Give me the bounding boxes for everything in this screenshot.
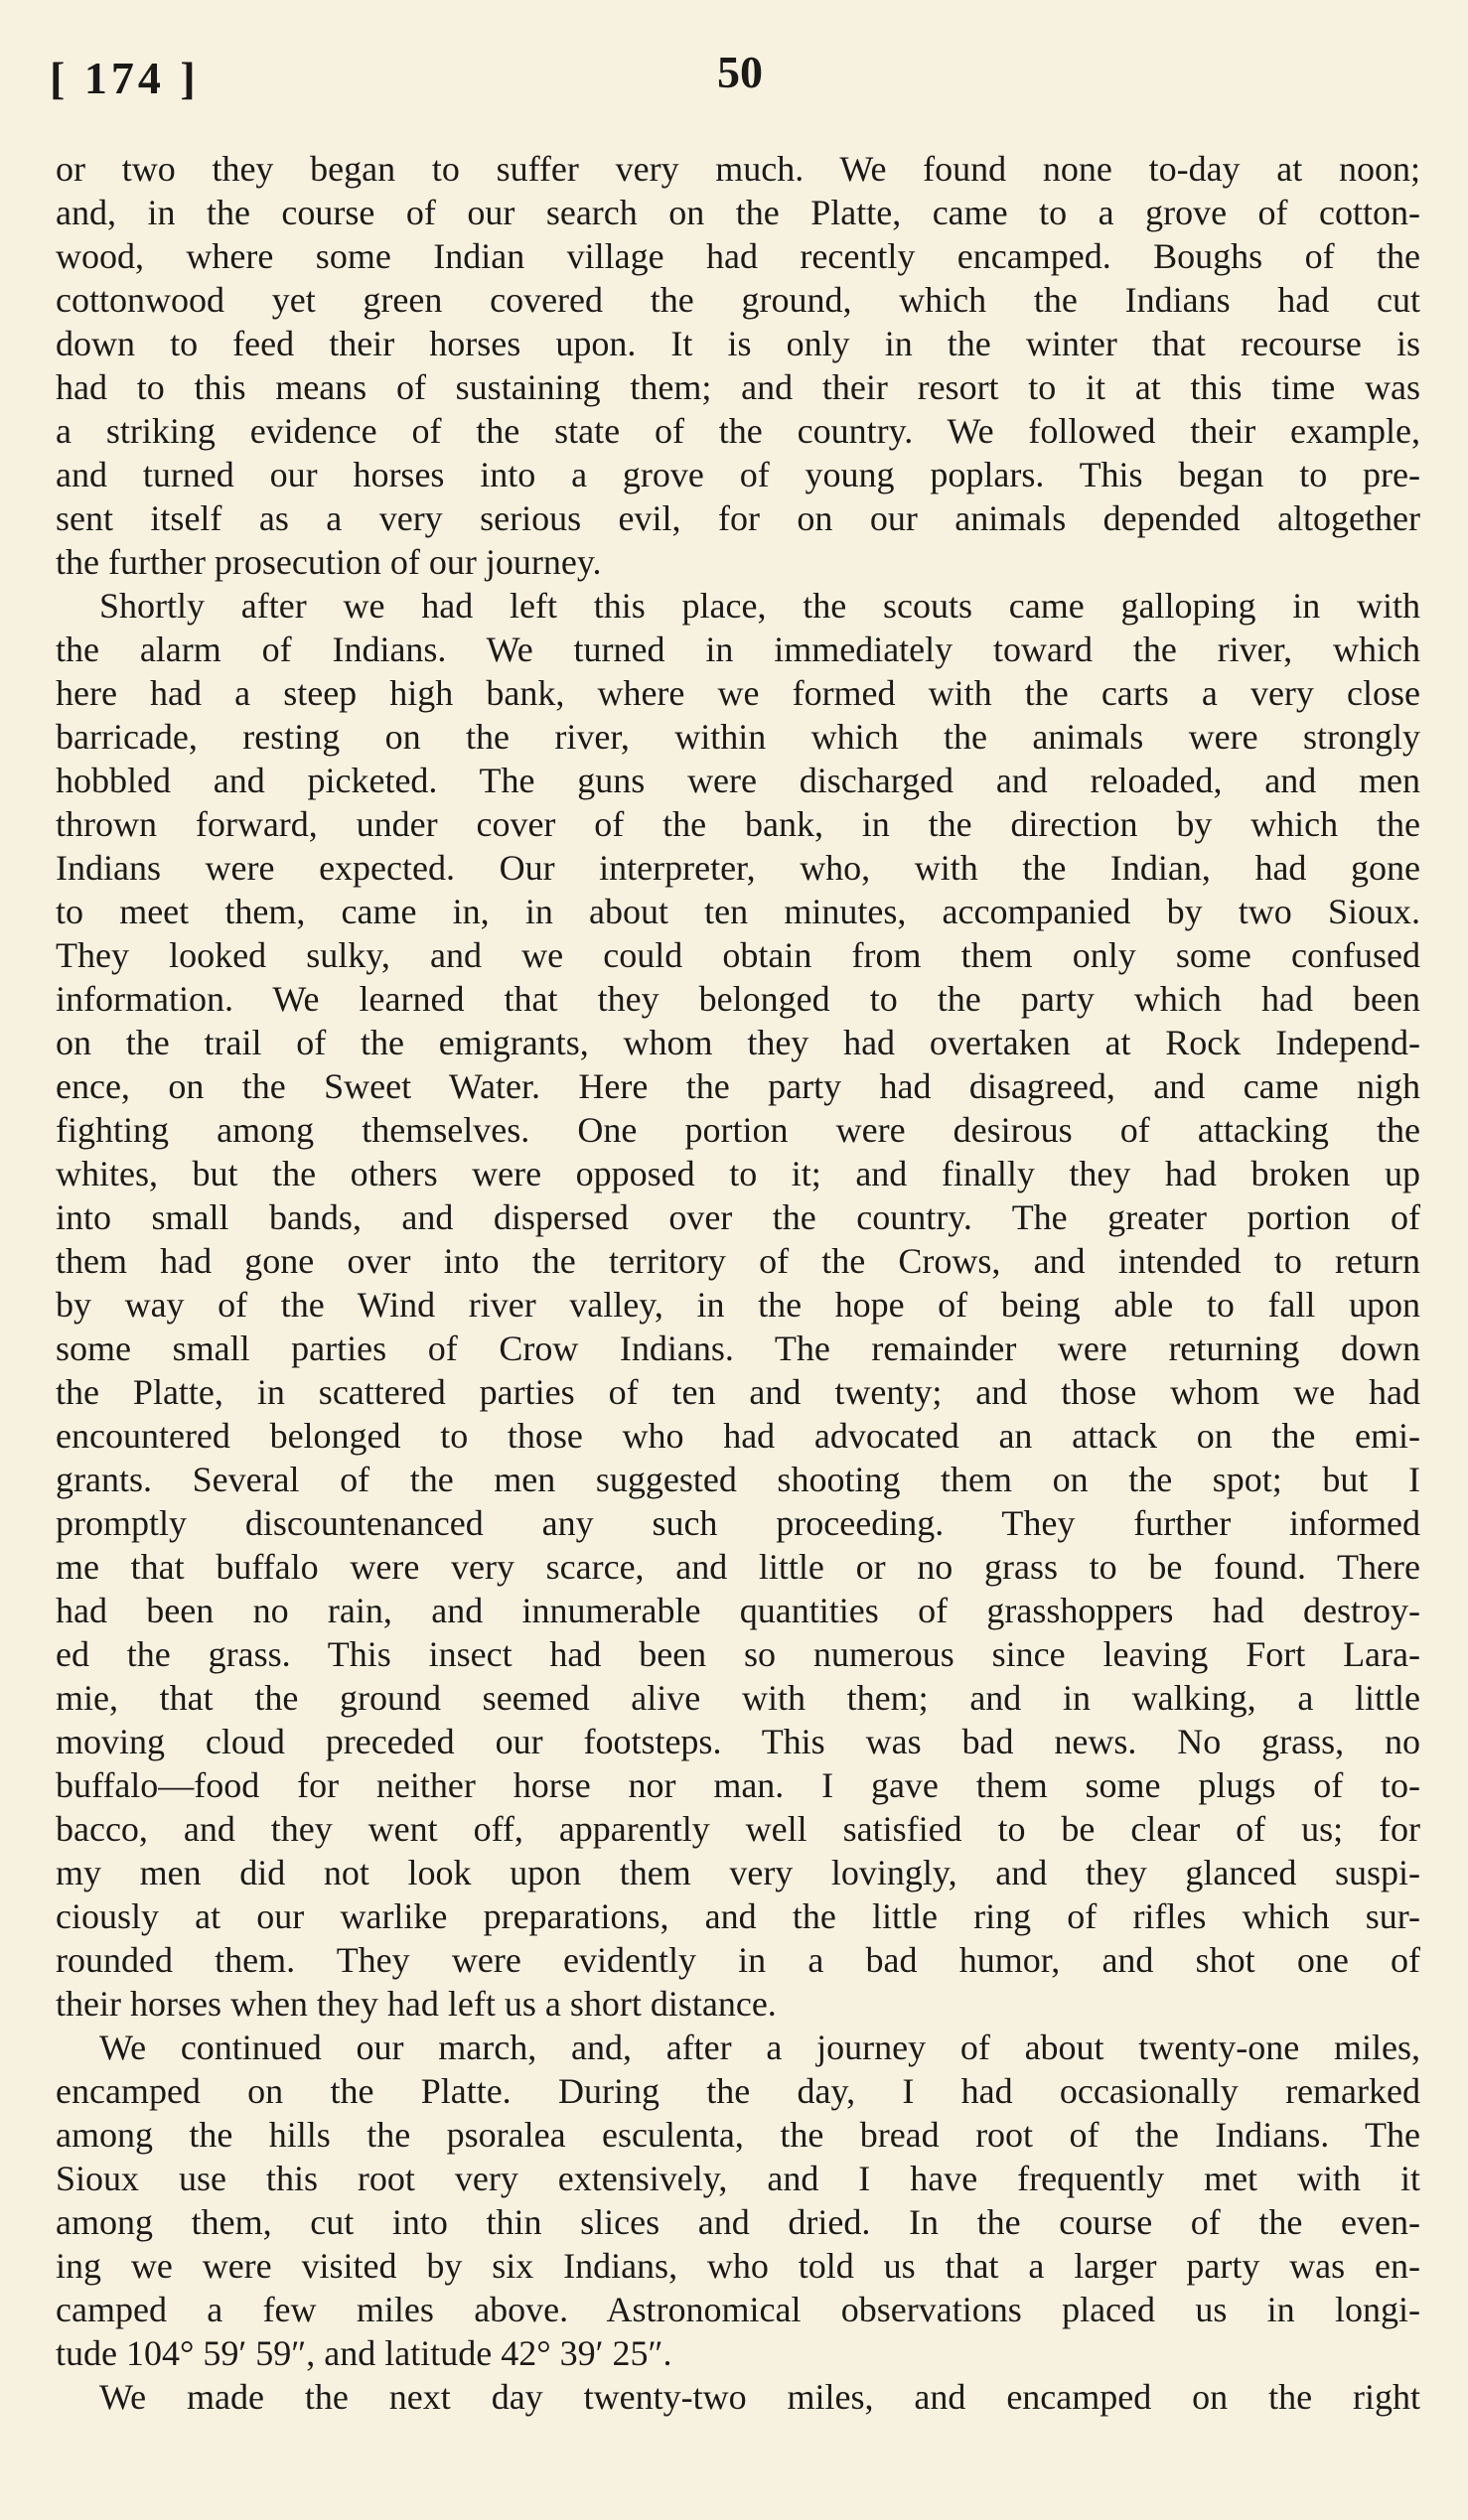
text-line: had been no rain, and innumerable quantities of grasshoppers had destroy- bbox=[56, 1591, 1420, 1630]
text-line: the Platte, in scattered parties of ten and twenty; and those whom we had bbox=[56, 1372, 1420, 1412]
text-line: and turned our horses into a grove of young poplars. This began to pre- bbox=[56, 455, 1420, 494]
paragraph bbox=[56, 584, 1420, 2026]
paragraph bbox=[56, 147, 1420, 584]
text-line: to meet them, came in, in about ten minutes, accompanied by two Sioux. bbox=[56, 892, 1420, 931]
text-line: a striking evidence of the state of the country. We followed their example, bbox=[56, 411, 1420, 451]
text-line: my men did not look upon them very lovingly, and they glanced suspi- bbox=[56, 1853, 1420, 1892]
text-line: among them, cut into thin slices and dried. In the course of the even- bbox=[56, 2202, 1420, 2242]
paragraph bbox=[56, 2026, 1420, 2375]
text-line: ciously at our warlike preparations, and the little ring of rifles which sur- bbox=[56, 1896, 1420, 1936]
text-line: or two they began to suffer very much. We found none to-day at noon; bbox=[56, 149, 1420, 189]
text-line: Shortly after we had left this place, the scouts came galloping in with bbox=[99, 586, 1420, 626]
text-line: some small parties of Crow Indians. The remainder were returning down bbox=[56, 1329, 1420, 1368]
text-line: the alarm of Indians. We turned in immediately toward the river, which bbox=[56, 630, 1420, 669]
text-line: We continued our march, and, after a journey of about twenty-one miles, bbox=[99, 2028, 1420, 2067]
text-line: grants. Several of the men suggested shooting them on the spot; but I bbox=[56, 1460, 1420, 1499]
text-line: ing we were visited by six Indians, who told us that a larger party was en- bbox=[56, 2246, 1420, 2286]
text-line: their horses when they had left us a short distance. bbox=[56, 1984, 777, 2024]
text-line: mie, that the ground seemed alive with them; and in walking, a little bbox=[56, 1678, 1420, 1718]
text-line: barricade, resting on the river, within which the animals were strongly bbox=[56, 717, 1420, 757]
text-line: here had a steep high bank, where we formed with the carts a very close bbox=[56, 673, 1420, 713]
text-line: encountered belonged to those who had advocated an attack on the emi- bbox=[56, 1416, 1420, 1456]
text-line: down to feed their horses upon. It is only in the winter that recourse is bbox=[56, 324, 1420, 363]
text-line: They looked sulky, and we could obtain from them only some confused bbox=[56, 935, 1420, 975]
text-line: Sioux use this root very extensively, and I have frequently met with it bbox=[56, 2159, 1420, 2198]
text-line: camped a few miles above. Astronomical observations placed us in longi- bbox=[56, 2290, 1420, 2329]
page-number: 50 bbox=[717, 47, 763, 97]
page-reference: [ 174 ] bbox=[50, 53, 200, 103]
text-line: encamped on the Platte. During the day, I had occasionally remarked bbox=[56, 2071, 1420, 2111]
text-line: by way of the Wind river valley, in the hope of being able to fall upon bbox=[56, 1285, 1420, 1325]
text-line: me that buffalo were very scarce, and little or no grass to be found. There bbox=[56, 1547, 1420, 1587]
text-line: tude 104° 59′ 59″, and latitude 42° 39′ 25″. bbox=[56, 2333, 672, 2373]
body-text bbox=[56, 147, 1420, 2419]
text-line: buffalo—food for neither horse nor man. I gave them some plugs of to- bbox=[56, 1765, 1420, 1805]
text-line: We made the next day twenty-two miles, and encamped on the right bbox=[99, 2377, 1420, 2417]
text-line: into small bands, and dispersed over the country. The greater portion of bbox=[56, 1197, 1420, 1237]
text-line: them had gone over into the territory of the Crows, and intended to return bbox=[56, 1241, 1420, 1281]
text-line: fighting among themselves. One portion were desirous of attacking the bbox=[56, 1110, 1420, 1150]
text-line: hobbled and picketed. The guns were discharged and reloaded, and men bbox=[56, 761, 1420, 800]
text-line: whites, but the others were opposed to it; and finally they had broken up bbox=[56, 1154, 1420, 1193]
text-line: on the trail of the emigrants, whom they had overtaken at Rock Independ- bbox=[56, 1023, 1420, 1062]
text-line: moving cloud preceded our footsteps. This was bad news. No grass, no bbox=[56, 1722, 1420, 1761]
text-line: had to this means of sustaining them; and their resort to it at this time was bbox=[56, 367, 1420, 407]
text-line: and, in the course of our search on the Platte, came to a grove of cotton- bbox=[56, 193, 1420, 232]
text-line: cottonwood yet green covered the ground, which the Indians had cut bbox=[56, 280, 1420, 320]
text-line: promptly discountenanced any such proceeding. They further informed bbox=[56, 1503, 1420, 1543]
text-line: rounded them. They were evidently in a bad humor, and shot one of bbox=[56, 1940, 1420, 1980]
text-line: among the hills the psoralea esculenta, the bread root of the Indians. The bbox=[56, 2115, 1420, 2155]
text-line: Indians were expected. Our interpreter, who, with the Indian, had gone bbox=[56, 848, 1420, 888]
text-line: the further prosecution of our journey. bbox=[56, 542, 602, 582]
text-line: ed the grass. This insect had been so numerous since leaving Fort Lara- bbox=[56, 1634, 1420, 1674]
text-line: information. We learned that they belonged to the party which had been bbox=[56, 979, 1420, 1019]
text-line: bacco, and they went off, apparently well satisfied to be clear of us; for bbox=[56, 1809, 1420, 1849]
text-line: thrown forward, under cover of the bank, in the direction by which the bbox=[56, 804, 1420, 844]
paragraph bbox=[56, 2375, 1420, 2419]
text-line: wood, where some Indian village had recently encamped. Boughs of the bbox=[56, 236, 1420, 276]
text-line: sent itself as a very serious evil, for on our animals depended altogether bbox=[56, 498, 1420, 538]
text-line: ence, on the Sweet Water. Here the party had disagreed, and came nigh bbox=[56, 1066, 1420, 1106]
